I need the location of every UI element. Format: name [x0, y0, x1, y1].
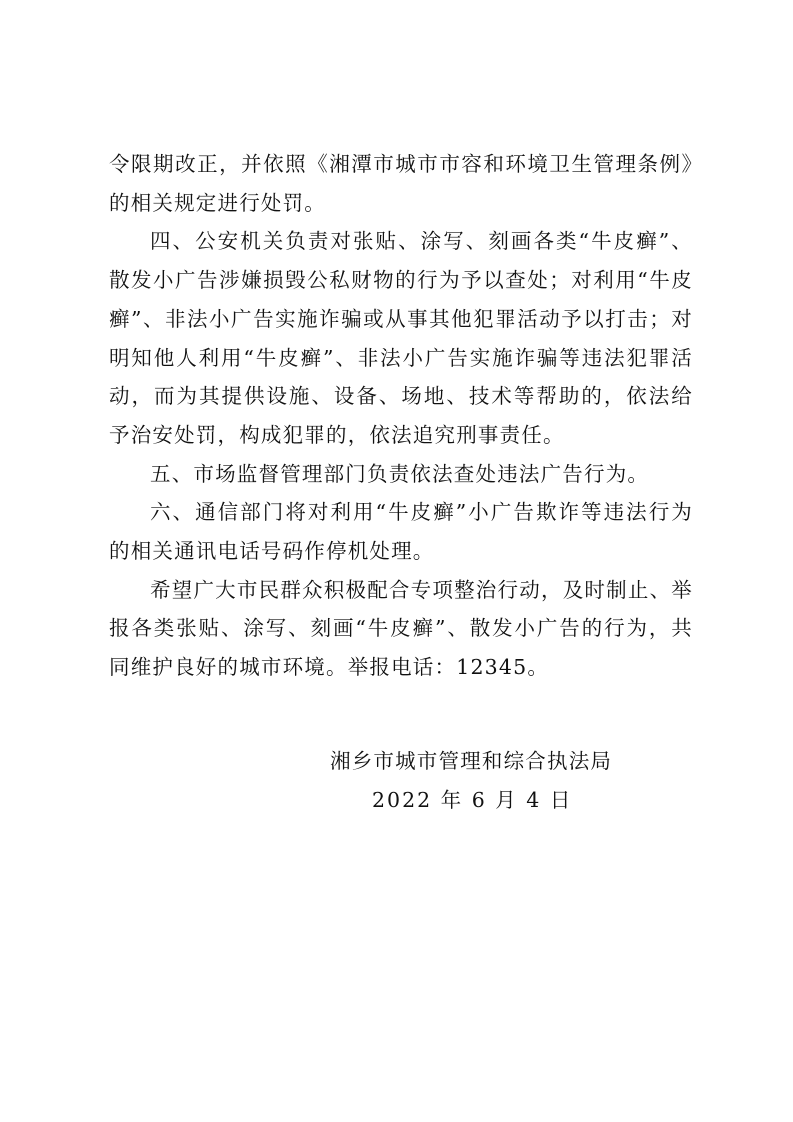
issue-date: 2022 年 6 月 4 日 [372, 787, 573, 812]
paragraph-police-duties: 四、公安机关负责对张贴、涂写、刻画各类“牛皮癣”、散发小广告涉嫌损毁公私财物的行为予以查处；对利用“牛皮癣”、非法小广告实施诈骗或从事其他犯罪活动予以打击；对明知他人利用“牛皮癣”、非法小广告实施诈骗等违法犯罪活动，而为其提供设施、设备、场地、技术等帮助的，依法给予治安处罚，构成犯罪的，依法追究刑事责任。 [109, 229, 693, 447]
paragraph-telecom: 六、通信部门将对利用“牛皮癣”小广告欺诈等违法行为的相关通讯电话号码作停机处理。 [109, 500, 693, 564]
paragraph-public-appeal: 希望广大市民群众积极配合专项整治行动，及时制止、举报各类张贴、涂写、刻画“牛皮癣”、散发小广告的行为，共同维护良好的城市环境。举报电话：12345。 [109, 577, 693, 680]
paragraph-continuation: 令限期改正，并依照《湘潭市城市市容和环境卫生管理条例》的相关规定进行处罚。 [109, 152, 693, 215]
document-body [109, 145, 693, 687]
signature-block [320, 742, 650, 819]
paragraph-market-supervision: 五、市场监督管理部门负责依法查处违法广告行为。 [150, 461, 650, 486]
issuing-organization: 湘乡市城市管理和综合执法局 [330, 749, 613, 773]
